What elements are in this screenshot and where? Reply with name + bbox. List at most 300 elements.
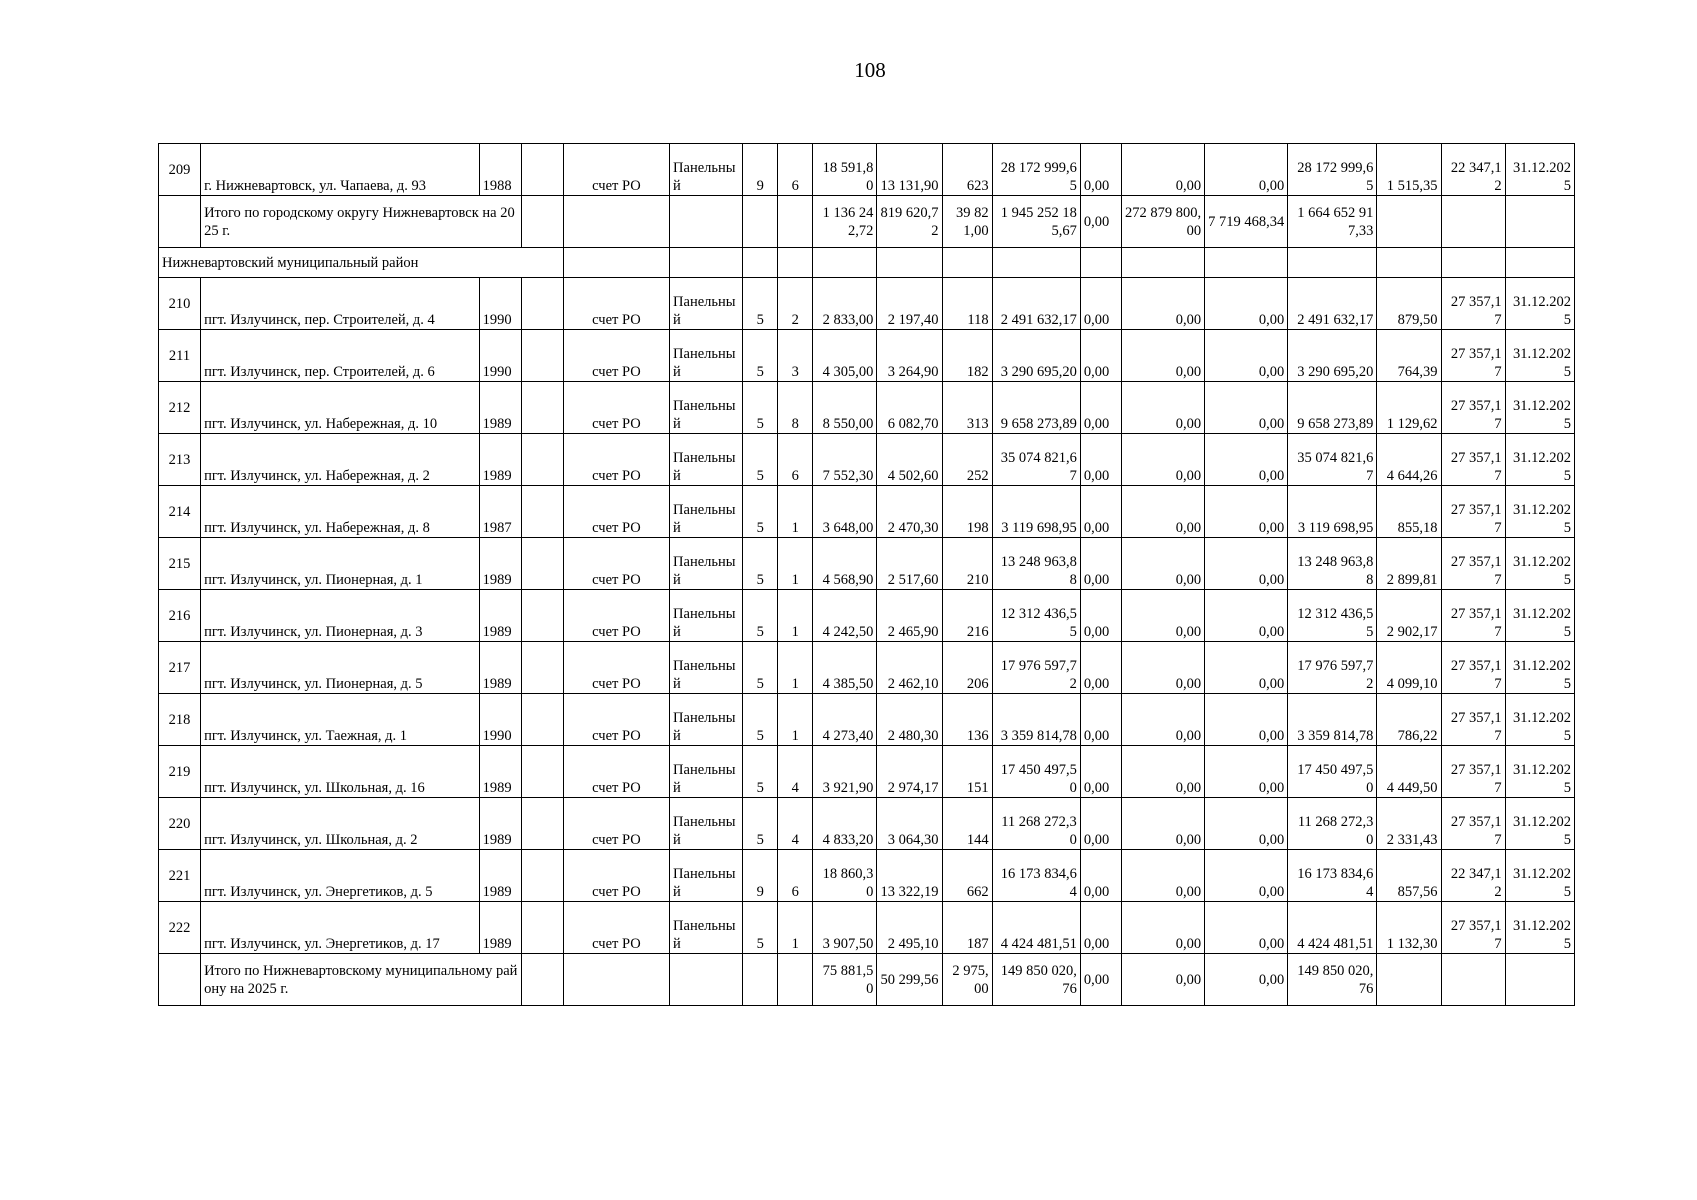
table-row [159, 434, 1575, 486]
area-living-cell: 50 299,56 [877, 954, 942, 1006]
entrances-cell: 4 [778, 798, 813, 850]
entrances-cell: 1 [778, 486, 813, 538]
fund-method-cell: счет РО [563, 746, 669, 798]
cost-total-cell: 35 074 821,67 [992, 434, 1080, 486]
empty-cell [563, 954, 669, 1006]
fund-regional-cell: 0,00 [1121, 746, 1204, 798]
entrances-cell: 6 [778, 144, 813, 196]
empty-cell [743, 954, 778, 1006]
entrances-cell: 1 [778, 694, 813, 746]
cost-total-cell: 2 491 632,17 [992, 278, 1080, 330]
entrances-cell: 4 [778, 746, 813, 798]
row-number: 216 [159, 590, 201, 642]
empty-cell [1441, 954, 1505, 1006]
address-cell: пгт. Излучинск, ул. Пионерная, д. 1 [201, 538, 480, 590]
row-number: 219 [159, 746, 201, 798]
cost-total-cell: 149 850 020,76 [992, 954, 1080, 1006]
empty-cell [521, 196, 563, 248]
floors-cell: 5 [743, 486, 778, 538]
deadline-cell: 31.12.2025 [1505, 538, 1574, 590]
wall-material-cell: Панельный [670, 850, 743, 902]
fund-regional-cell: 0,00 [1121, 434, 1204, 486]
empty-cell [521, 902, 563, 954]
cost-total-cell: 3 359 814,78 [992, 694, 1080, 746]
table-row [159, 538, 1575, 590]
fund-federal-cell: 0,00 [1080, 434, 1121, 486]
cost-per-m2-cell: 4 449,50 [1377, 746, 1441, 798]
year-cell: 1989 [479, 902, 521, 954]
cost-max-cell: 27 357,17 [1441, 486, 1505, 538]
entrances-cell: 1 [778, 902, 813, 954]
year-cell: 1990 [479, 330, 521, 382]
year-cell: 1989 [479, 590, 521, 642]
fund-regional-cell: 0,00 [1121, 902, 1204, 954]
wall-material-cell: Панельный [670, 434, 743, 486]
empty-cell [1377, 954, 1441, 1006]
cost-per-m2-cell: 1 129,62 [1377, 382, 1441, 434]
wall-material-cell: Панельный [670, 798, 743, 850]
fund-municipal-cell: 0,00 [1205, 642, 1288, 694]
table-row [159, 486, 1575, 538]
wall-material-cell: Панельный [670, 642, 743, 694]
empty-cell [521, 434, 563, 486]
wall-material-cell: Панельный [670, 486, 743, 538]
cost-per-m2-cell: 4 644,26 [1377, 434, 1441, 486]
cost-total-cell: 17 976 597,72 [992, 642, 1080, 694]
empty-cell [743, 248, 778, 278]
area-living-cell: 2 480,30 [877, 694, 942, 746]
fund-federal-cell: 0,00 [1080, 382, 1121, 434]
area-total-cell: 3 907,50 [813, 902, 877, 954]
floors-cell: 5 [743, 538, 778, 590]
area-living-cell: 3 264,90 [877, 330, 942, 382]
fund-method-cell: счет РО [563, 694, 669, 746]
table-row [159, 590, 1575, 642]
residents-cell: 216 [942, 590, 992, 642]
cost-per-m2-cell: 4 099,10 [1377, 642, 1441, 694]
address-cell: пгт. Излучинск, ул. Энергетиков, д. 5 [201, 850, 480, 902]
fund-federal-cell: 0,00 [1080, 746, 1121, 798]
entrances-cell: 8 [778, 382, 813, 434]
deadline-cell: 31.12.2025 [1505, 144, 1574, 196]
fund-municipal-cell: 0,00 [1205, 382, 1288, 434]
empty-cell [1377, 196, 1441, 248]
fund-federal-cell: 0,00 [1080, 538, 1121, 590]
empty-cell [521, 642, 563, 694]
total-row [159, 954, 1575, 1006]
page-number: 108 [854, 58, 886, 82]
floors-cell: 5 [743, 330, 778, 382]
empty-cell [521, 278, 563, 330]
fund-municipal-cell: 0,00 [1205, 278, 1288, 330]
fund-owners-cell: 28 172 999,65 [1288, 144, 1377, 196]
fund-owners-cell: 11 268 272,30 [1288, 798, 1377, 850]
deadline-cell: 31.12.2025 [1505, 590, 1574, 642]
fund-owners-cell: 149 850 020,76 [1288, 954, 1377, 1006]
fund-regional-cell: 0,00 [1121, 798, 1204, 850]
fund-owners-cell: 9 658 273,89 [1288, 382, 1377, 434]
deadline-cell: 31.12.2025 [1505, 642, 1574, 694]
cost-total-cell: 16 173 834,64 [992, 850, 1080, 902]
table-row [159, 798, 1575, 850]
cost-per-m2-cell: 2 902,17 [1377, 590, 1441, 642]
empty-cell [1505, 954, 1574, 1006]
deadline-cell: 31.12.2025 [1505, 850, 1574, 902]
cost-total-cell: 3 290 695,20 [992, 330, 1080, 382]
table-row [159, 694, 1575, 746]
wall-material-cell: Панельный [670, 746, 743, 798]
fund-regional-cell: 0,00 [1121, 642, 1204, 694]
wall-material-cell: Панельный [670, 538, 743, 590]
floors-cell: 5 [743, 746, 778, 798]
area-total-cell: 4 305,00 [813, 330, 877, 382]
residents-cell: 151 [942, 746, 992, 798]
address-cell: г. Нижневартовск, ул. Чапаева, д. 93 [201, 144, 480, 196]
fund-regional-cell: 0,00 [1121, 144, 1204, 196]
fund-municipal-cell: 0,00 [1205, 330, 1288, 382]
address-cell: пгт. Излучинск, ул. Набережная, д. 10 [201, 382, 480, 434]
total-row [159, 196, 1575, 248]
row-number: 214 [159, 486, 201, 538]
year-cell: 1990 [479, 694, 521, 746]
fund-owners-cell: 13 248 963,88 [1288, 538, 1377, 590]
fund-municipal-cell: 0,00 [1205, 694, 1288, 746]
empty-cell [159, 196, 201, 248]
area-total-cell: 7 552,30 [813, 434, 877, 486]
area-living-cell: 2 465,90 [877, 590, 942, 642]
wall-material-cell: Панельный [670, 382, 743, 434]
area-total-cell: 1 136 242,72 [813, 196, 877, 248]
year-cell: 1989 [479, 642, 521, 694]
year-cell: 1990 [479, 278, 521, 330]
total-label: Итого по Нижневартовскому муниципальному району на 2025 г. [201, 954, 522, 1006]
fund-federal-cell: 0,00 [1080, 642, 1121, 694]
section-label: Нижневартовский муниципальный район [159, 248, 564, 278]
fund-method-cell: счет РО [563, 538, 669, 590]
empty-cell [521, 486, 563, 538]
fund-owners-cell: 16 173 834,64 [1288, 850, 1377, 902]
fund-federal-cell: 0,00 [1080, 196, 1121, 248]
area-total-cell: 4 568,90 [813, 538, 877, 590]
cost-per-m2-cell: 1 132,30 [1377, 902, 1441, 954]
cost-per-m2-cell: 1 515,35 [1377, 144, 1441, 196]
fund-owners-cell: 3 359 814,78 [1288, 694, 1377, 746]
area-living-cell: 2 974,17 [877, 746, 942, 798]
area-living-cell: 2 197,40 [877, 278, 942, 330]
area-total-cell: 8 550,00 [813, 382, 877, 434]
area-living-cell: 13 322,19 [877, 850, 942, 902]
entrances-cell: 1 [778, 538, 813, 590]
deadline-cell: 31.12.2025 [1505, 746, 1574, 798]
deadline-cell: 31.12.2025 [1505, 694, 1574, 746]
fund-federal-cell: 0,00 [1080, 330, 1121, 382]
fund-method-cell: счет РО [563, 144, 669, 196]
cost-max-cell: 27 357,17 [1441, 642, 1505, 694]
cost-per-m2-cell: 857,56 [1377, 850, 1441, 902]
fund-owners-cell: 1 664 652 917,33 [1288, 196, 1377, 248]
fund-owners-cell: 3 290 695,20 [1288, 330, 1377, 382]
residents-cell: 182 [942, 330, 992, 382]
fund-federal-cell: 0,00 [1080, 278, 1121, 330]
fund-regional-cell: 272 879 800,00 [1121, 196, 1204, 248]
fund-federal-cell: 0,00 [1080, 954, 1121, 1006]
fund-owners-cell: 2 491 632,17 [1288, 278, 1377, 330]
cost-total-cell: 1 945 252 185,67 [992, 196, 1080, 248]
fund-municipal-cell: 0,00 [1205, 590, 1288, 642]
cost-per-m2-cell: 2 331,43 [1377, 798, 1441, 850]
area-total-cell: 4 385,50 [813, 642, 877, 694]
wall-material-cell: Панельный [670, 694, 743, 746]
area-living-cell: 13 131,90 [877, 144, 942, 196]
cost-per-m2-cell: 764,39 [1377, 330, 1441, 382]
empty-cell [1377, 248, 1441, 278]
cost-total-cell: 3 119 698,95 [992, 486, 1080, 538]
empty-cell [1080, 248, 1121, 278]
residents-cell: 118 [942, 278, 992, 330]
fund-municipal-cell: 0,00 [1205, 486, 1288, 538]
cost-max-cell: 27 357,17 [1441, 746, 1505, 798]
fund-regional-cell: 0,00 [1121, 694, 1204, 746]
fund-owners-cell: 35 074 821,67 [1288, 434, 1377, 486]
cost-per-m2-cell: 879,50 [1377, 278, 1441, 330]
cost-max-cell: 27 357,17 [1441, 694, 1505, 746]
area-total-cell: 75 881,50 [813, 954, 877, 1006]
total-label: Итого по городскому округу Нижневартовск на 2025 г. [201, 196, 522, 248]
empty-cell [521, 694, 563, 746]
fund-method-cell: счет РО [563, 330, 669, 382]
fund-regional-cell: 0,00 [1121, 954, 1204, 1006]
address-cell: пгт. Излучинск, пер. Строителей, д. 4 [201, 278, 480, 330]
fund-method-cell: счет РО [563, 434, 669, 486]
table-row [159, 382, 1575, 434]
area-living-cell: 2 470,30 [877, 486, 942, 538]
cost-total-cell: 11 268 272,30 [992, 798, 1080, 850]
deadline-cell: 31.12.2025 [1505, 330, 1574, 382]
empty-cell [942, 248, 992, 278]
empty-cell [521, 954, 563, 1006]
fund-method-cell: счет РО [563, 902, 669, 954]
area-living-cell: 2 517,60 [877, 538, 942, 590]
fund-method-cell: счет РО [563, 382, 669, 434]
cost-max-cell: 27 357,17 [1441, 278, 1505, 330]
cost-max-cell: 27 357,17 [1441, 798, 1505, 850]
empty-cell [521, 330, 563, 382]
area-total-cell: 3 648,00 [813, 486, 877, 538]
cost-max-cell: 22 347,12 [1441, 850, 1505, 902]
table-row [159, 902, 1575, 954]
fund-owners-cell: 12 312 436,55 [1288, 590, 1377, 642]
fund-regional-cell: 0,00 [1121, 590, 1204, 642]
year-cell: 1987 [479, 486, 521, 538]
row-number: 209 [159, 144, 201, 196]
empty-cell [521, 798, 563, 850]
row-number: 215 [159, 538, 201, 590]
fund-municipal-cell: 0,00 [1205, 434, 1288, 486]
year-cell: 1989 [479, 382, 521, 434]
wall-material-cell: Панельный [670, 590, 743, 642]
cost-total-cell: 9 658 273,89 [992, 382, 1080, 434]
empty-cell [521, 538, 563, 590]
area-total-cell: 4 833,20 [813, 798, 877, 850]
residents-cell: 313 [942, 382, 992, 434]
deadline-cell: 31.12.2025 [1505, 434, 1574, 486]
fund-regional-cell: 0,00 [1121, 382, 1204, 434]
empty-cell [670, 954, 743, 1006]
area-total-cell: 4 242,50 [813, 590, 877, 642]
fund-owners-cell: 17 450 497,50 [1288, 746, 1377, 798]
area-living-cell: 819 620,72 [877, 196, 942, 248]
entrances-cell: 1 [778, 590, 813, 642]
area-living-cell: 2 462,10 [877, 642, 942, 694]
cost-total-cell: 4 424 481,51 [992, 902, 1080, 954]
floors-cell: 9 [743, 850, 778, 902]
fund-municipal-cell: 0,00 [1205, 850, 1288, 902]
area-living-cell: 3 064,30 [877, 798, 942, 850]
address-cell: пгт. Излучинск, ул. Набережная, д. 2 [201, 434, 480, 486]
floors-cell: 5 [743, 382, 778, 434]
floors-cell: 5 [743, 434, 778, 486]
empty-cell [1441, 248, 1505, 278]
address-cell: пгт. Излучинск, ул. Таежная, д. 1 [201, 694, 480, 746]
cost-max-cell: 27 357,17 [1441, 382, 1505, 434]
entrances-cell: 1 [778, 642, 813, 694]
deadline-cell: 31.12.2025 [1505, 902, 1574, 954]
row-number: 210 [159, 278, 201, 330]
empty-cell [1121, 248, 1204, 278]
empty-cell [521, 382, 563, 434]
fund-method-cell: счет РО [563, 642, 669, 694]
empty-cell [563, 248, 669, 278]
year-cell: 1989 [479, 538, 521, 590]
table-row [159, 642, 1575, 694]
area-living-cell: 6 082,70 [877, 382, 942, 434]
floors-cell: 5 [743, 642, 778, 694]
fund-municipal-cell: 0,00 [1205, 746, 1288, 798]
fund-method-cell: счет РО [563, 278, 669, 330]
empty-cell [521, 590, 563, 642]
row-number: 221 [159, 850, 201, 902]
fund-method-cell: счет РО [563, 850, 669, 902]
residents-cell: 187 [942, 902, 992, 954]
floors-cell: 5 [743, 590, 778, 642]
deadline-cell: 31.12.2025 [1505, 486, 1574, 538]
area-total-cell: 2 833,00 [813, 278, 877, 330]
fund-regional-cell: 0,00 [1121, 330, 1204, 382]
wall-material-cell: Панельный [670, 278, 743, 330]
fund-federal-cell: 0,00 [1080, 486, 1121, 538]
cost-max-cell: 27 357,17 [1441, 538, 1505, 590]
residents-cell: 210 [942, 538, 992, 590]
deadline-cell: 31.12.2025 [1505, 798, 1574, 850]
cost-max-cell: 27 357,17 [1441, 330, 1505, 382]
deadline-cell: 31.12.2025 [1505, 382, 1574, 434]
floors-cell: 5 [743, 902, 778, 954]
empty-cell [743, 196, 778, 248]
fund-municipal-cell: 0,00 [1205, 954, 1288, 1006]
cost-max-cell: 27 357,17 [1441, 590, 1505, 642]
empty-cell [778, 248, 813, 278]
fund-federal-cell: 0,00 [1080, 850, 1121, 902]
row-number: 222 [159, 902, 201, 954]
entrances-cell: 6 [778, 850, 813, 902]
address-cell: пгт. Излучинск, ул. Пионерная, д. 5 [201, 642, 480, 694]
residents-cell: 2 975,00 [942, 954, 992, 1006]
year-cell: 1989 [479, 850, 521, 902]
floors-cell: 5 [743, 278, 778, 330]
cost-per-m2-cell: 2 899,81 [1377, 538, 1441, 590]
entrances-cell: 3 [778, 330, 813, 382]
row-number: 220 [159, 798, 201, 850]
row-number: 218 [159, 694, 201, 746]
residents-cell: 623 [942, 144, 992, 196]
fund-regional-cell: 0,00 [1121, 278, 1204, 330]
empty-cell [877, 248, 942, 278]
table-row [159, 278, 1575, 330]
table-row [159, 330, 1575, 382]
residents-cell: 252 [942, 434, 992, 486]
residents-cell: 662 [942, 850, 992, 902]
fund-method-cell: счет РО [563, 590, 669, 642]
floors-cell: 5 [743, 694, 778, 746]
empty-cell [521, 746, 563, 798]
floors-cell: 5 [743, 798, 778, 850]
table-body [159, 144, 1575, 1006]
empty-cell [813, 248, 877, 278]
area-total-cell: 4 273,40 [813, 694, 877, 746]
address-cell: пгт. Излучинск, ул. Энергетиков, д. 17 [201, 902, 480, 954]
row-number: 217 [159, 642, 201, 694]
fund-regional-cell: 0,00 [1121, 486, 1204, 538]
address-cell: пгт. Излучинск, ул. Набережная, д. 8 [201, 486, 480, 538]
empty-cell [992, 248, 1080, 278]
fund-regional-cell: 0,00 [1121, 850, 1204, 902]
empty-cell [521, 850, 563, 902]
deadline-cell: 31.12.2025 [1505, 278, 1574, 330]
row-number: 213 [159, 434, 201, 486]
address-cell: пгт. Излучинск, ул. Школьная, д. 2 [201, 798, 480, 850]
cost-per-m2-cell: 786,22 [1377, 694, 1441, 746]
fund-federal-cell: 0,00 [1080, 694, 1121, 746]
address-cell: пгт. Излучинск, ул. Школьная, д. 16 [201, 746, 480, 798]
empty-cell [1205, 248, 1288, 278]
floors-cell: 9 [743, 144, 778, 196]
residents-cell: 206 [942, 642, 992, 694]
address-cell: пгт. Излучинск, ул. Пионерная, д. 3 [201, 590, 480, 642]
table-row [159, 746, 1575, 798]
cost-max-cell: 27 357,17 [1441, 434, 1505, 486]
empty-cell [670, 248, 743, 278]
fund-owners-cell: 3 119 698,95 [1288, 486, 1377, 538]
empty-cell [1441, 196, 1505, 248]
wall-material-cell: Панельный [670, 330, 743, 382]
fund-federal-cell: 0,00 [1080, 902, 1121, 954]
residents-cell: 136 [942, 694, 992, 746]
area-living-cell: 4 502,60 [877, 434, 942, 486]
entrances-cell: 2 [778, 278, 813, 330]
fund-municipal-cell: 7 719 468,34 [1205, 196, 1288, 248]
area-total-cell: 3 921,90 [813, 746, 877, 798]
table-row [159, 850, 1575, 902]
fund-federal-cell: 0,00 [1080, 144, 1121, 196]
wall-material-cell: Панельный [670, 902, 743, 954]
wall-material-cell: Панельный [670, 144, 743, 196]
fund-owners-cell: 4 424 481,51 [1288, 902, 1377, 954]
year-cell: 1989 [479, 434, 521, 486]
table-row [159, 144, 1575, 196]
empty-cell [1288, 248, 1377, 278]
empty-cell [778, 196, 813, 248]
residents-cell: 39 821,00 [942, 196, 992, 248]
